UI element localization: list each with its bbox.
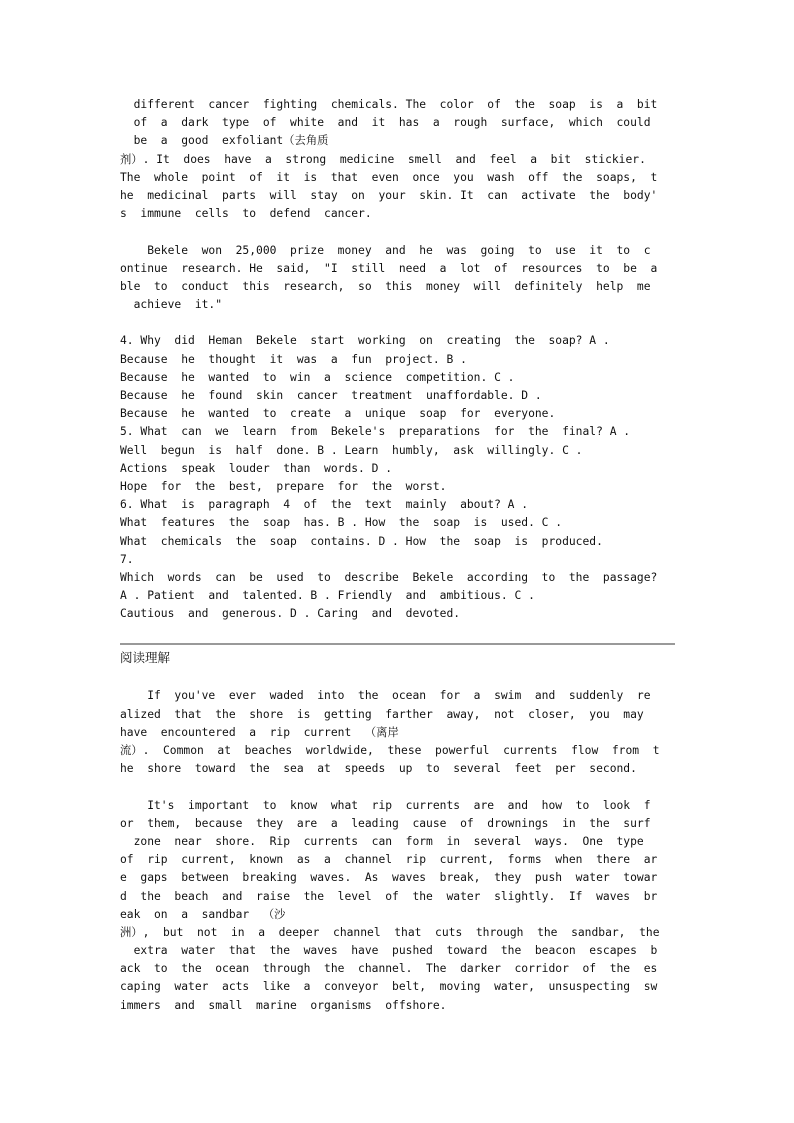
question-line: 7. [120, 552, 134, 566]
passage-line: 剂）. It does have a strong medicine smell and feel a bit stickier. [120, 152, 646, 166]
passage-line: d the beach and raise the level of the water slightly. If waves br [120, 889, 658, 903]
passage-line: caping water acts like a conveyor belt, moving water, unsuspecting sw [120, 980, 658, 994]
passage-line: he shore toward the sea at speeds up to several feet per second. [120, 762, 637, 776]
question-line: Because he thought it was a fun project. B . [120, 352, 467, 366]
passage-line: ontinue research. He said, "I still need a lot of resources to be a [120, 261, 658, 275]
passage-line: eak on a sandbar （沙 [120, 907, 286, 921]
question-line: Which words can be used to describe Bekele according to the passage? [120, 570, 658, 584]
passage-line [120, 223, 675, 241]
question-line: What chemicals the soap contains. D . How the soap is produced. [120, 534, 603, 548]
question-line: Cautious and generous. D . Caring and devoted. [120, 607, 461, 621]
passage-line [120, 778, 675, 796]
question-block [120, 332, 675, 623]
passage-line: of rip current, known as a channel rip current, forms when there ar [120, 853, 658, 867]
section-divider [120, 643, 675, 645]
question-line: 4. Why did Heman Bekele start working on creating the soap? A . [120, 334, 610, 348]
passage-one [120, 96, 675, 332]
passage-line: different cancer fighting chemicals. The color of the soap is a bit [120, 98, 658, 111]
passage-line: 流）. Common at beaches worldwide, these powerful currents flow from t [120, 744, 660, 757]
passage-line: 洲）, but not in a deeper channel that cuts through the sandbar, the [120, 925, 660, 939]
question-line: Because he wanted to win a science competition. C . [120, 370, 515, 384]
passage-line: s immune cells to defend cancer. [120, 207, 372, 221]
passage-line: e gaps between breaking waves. As waves break, they push water towar [120, 871, 658, 885]
passage-line: It's important to know what rip currents are and how to look f [120, 798, 651, 812]
passage-line: of a dark type of white and it has a rough surface, which could [120, 116, 651, 130]
passage-line: ack to the ocean through the channel. The darker corridor of the es [120, 962, 658, 976]
question-line: Actions speak louder than words. D . [120, 461, 393, 475]
question-line: A . Patient and talented. B . Friendly and ambitious. C . [120, 589, 535, 603]
question-line: Because he found skin cancer treatment unaffordable. D . [120, 389, 542, 402]
passage-line: ble to conduct this research, so this money will definitely help me [120, 279, 651, 293]
passage-line: If you've ever waded into the ocean for a swim and suddenly re [120, 689, 651, 703]
question-line: What features the soap has. B . How the soap is used. C . [120, 516, 563, 530]
passage-line: extra water that the waves have pushed toward the beacon escapes b [120, 944, 658, 958]
passage-line: achieve it." [120, 298, 223, 312]
question-line: Because he wanted to create a unique soap for everyone. [120, 407, 556, 421]
passage-line: zone near shore. Rip currents can form in several ways. One type [120, 834, 644, 848]
passage-two [120, 687, 675, 1014]
passage-line: or them, because they are a leading cause of drownings in the surf [120, 816, 651, 830]
section-title: 阅读理解 [120, 650, 171, 666]
passage-line: he medicinal parts will stay on your skin. It can activate the body' [120, 188, 658, 202]
passage-line [120, 314, 675, 332]
passage-line: have encountered a rip current （离岸 [120, 725, 399, 739]
question-line: Hope for the best, prepare for the worst. [120, 479, 447, 493]
passage-line: be a good exfoliant（去角质 [120, 134, 329, 148]
passage-line: Bekele won 25,000 prize money and he was going to use it to c [120, 243, 651, 257]
question-line: Well begun is half done. B . Learn humbly, ask willingly. C . [120, 443, 583, 457]
passage-line: alized that the shore is getting farther away, not closer, you may [120, 707, 644, 721]
question-line: 6. What is paragraph 4 of the text mainly about? A . [120, 498, 529, 512]
question-line: 5. What can we learn from Bekele's preparations for the final? A . [120, 425, 631, 439]
document-page [120, 96, 675, 1015]
passage-line: The whole point of it is that even once you wash off the soaps, t [120, 170, 658, 184]
passage-line: immers and small marine organisms offshore. [120, 998, 447, 1012]
